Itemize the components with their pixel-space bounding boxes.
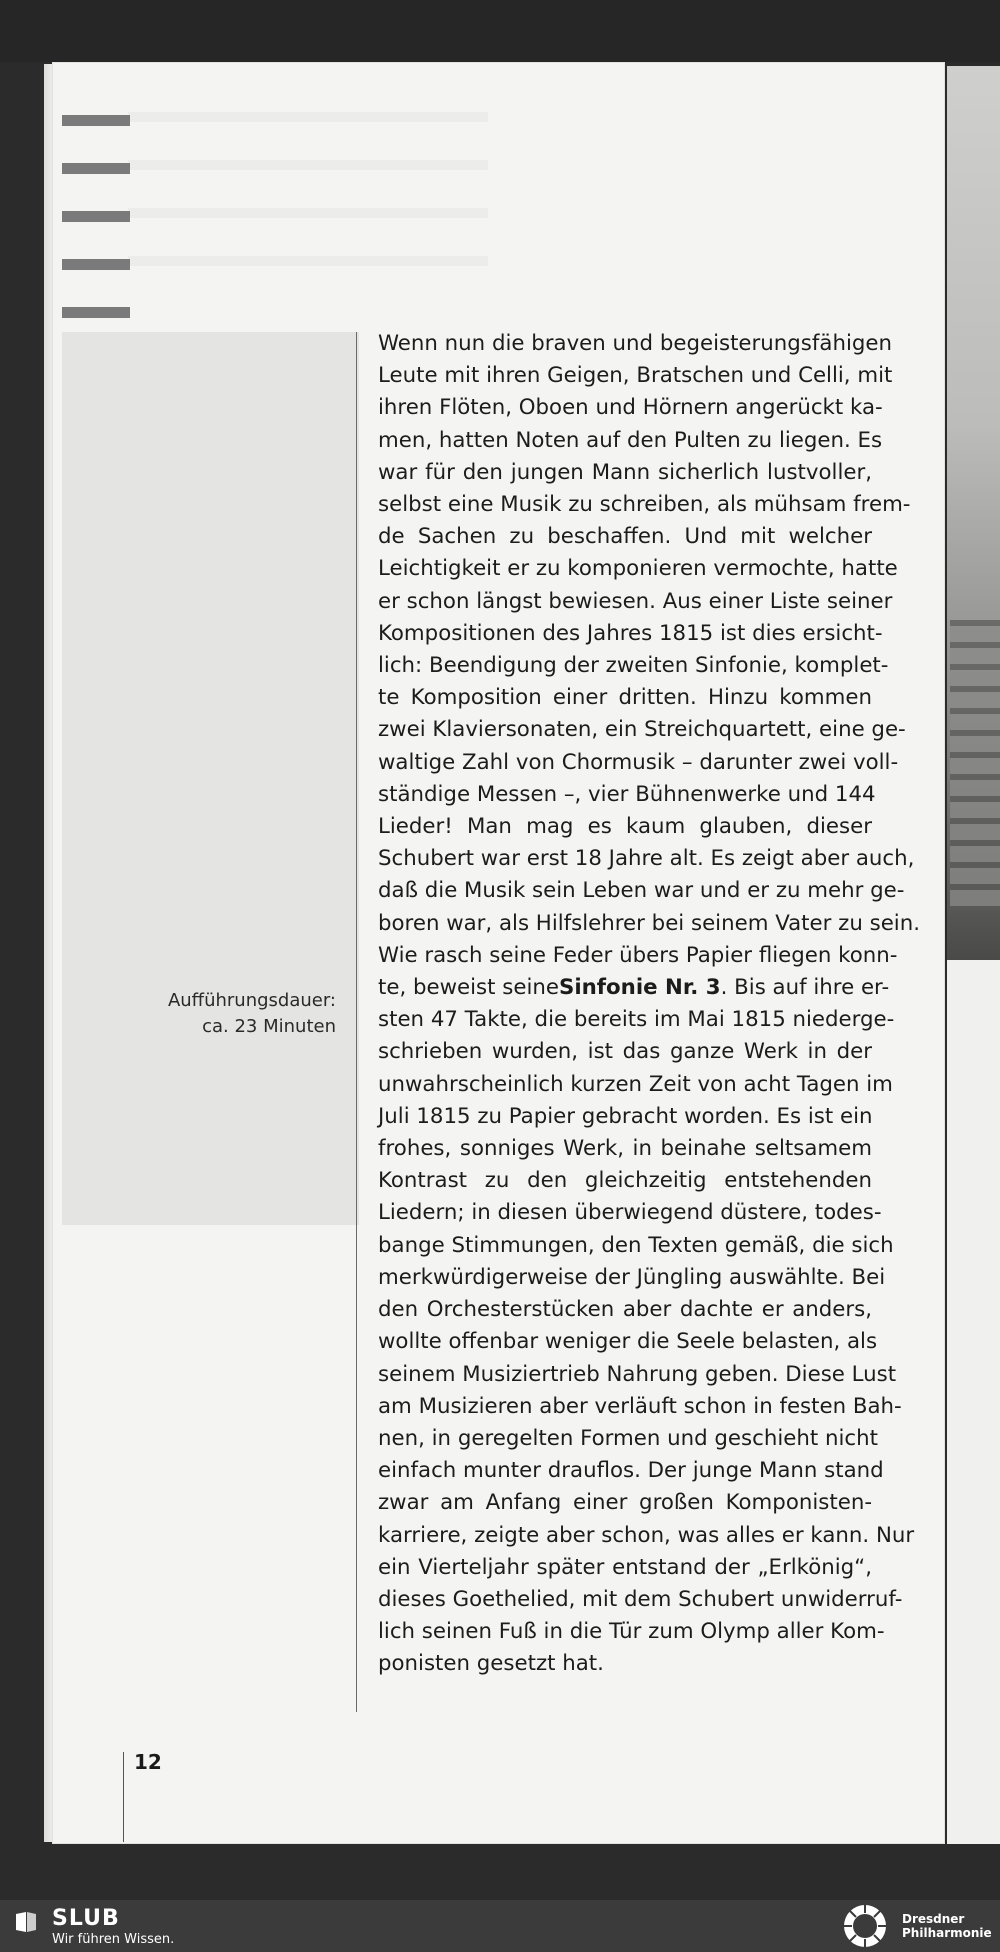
- performance-duration-note: [168, 988, 336, 1040]
- body-line: de Sachen zu beschaffen. Und mit welcher: [378, 524, 872, 550]
- body-line: lich: Beendigung der zweiten Sinfonie, komplet-: [378, 653, 889, 679]
- body-line: men, hatten Noten auf den Pulten zu liegen. Es: [378, 427, 883, 453]
- column-divider: [356, 332, 357, 1712]
- body-line: zwei Klaviersonaten, ein Streichquartett, eine ge-: [378, 717, 906, 743]
- page-number-rule: [123, 1752, 124, 1842]
- body-line: war für den jungen Mann sicherlich lustvoller,: [378, 459, 872, 485]
- duration-value: ca. 23 Minuten: [202, 1016, 336, 1037]
- duration-label: Aufführungsdauer:: [167, 990, 336, 1011]
- body-line: selbst eine Musik zu schreiben, als mühsam frem-: [378, 492, 911, 518]
- building-illustration: [950, 620, 1000, 910]
- body-line: einfach munter drauflos. Der junge Mann stand: [378, 1458, 884, 1484]
- partner-line-2: Philharmonie: [902, 1926, 992, 1940]
- body-line: Wie rasch seine Feder übers Papier fliegen konn-: [378, 942, 898, 968]
- body-line: Schubert war erst 18 Jahre alt. Es zeigt aber auch,: [378, 846, 915, 872]
- body-line: den Orchesterstücken aber dachte er anders,: [378, 1297, 872, 1323]
- philharmonie-logo-icon: [842, 1903, 888, 1949]
- body-line: seinem Musiziertrieb Nahrung geben. Diese Lust: [378, 1361, 897, 1387]
- show-through-lines: [128, 112, 488, 304]
- body-line: schrieben wurden, ist das ganze Werk in der: [378, 1039, 872, 1065]
- margin-tab: [62, 307, 130, 318]
- body-line-part: . Bis auf ihre er-: [720, 975, 890, 1001]
- body-line: ständige Messen –, vier Bühnenwerke und 144: [378, 781, 876, 807]
- body-line: zwar am Anfang einer großen Komponisten-: [378, 1490, 872, 1516]
- body-line: ihren Flöten, Oboen und Hörnern angerückt ka-: [378, 395, 883, 421]
- body-line: karriere, zeigte aber schon, was alles er kann. Nur: [378, 1522, 915, 1548]
- body-line: unwahrscheinlich kurzen Zeit von acht Tagen im: [378, 1071, 893, 1097]
- margin-tab: [62, 259, 130, 270]
- body-line: dieses Goethelied, mit dem Schubert unwiderruf-: [378, 1586, 903, 1612]
- sidebar-photo-panel: [62, 332, 359, 1225]
- margin-tab: [62, 163, 130, 174]
- body-line: lich seinen Fuß in die Tür zum Olymp aller Kom-: [378, 1619, 885, 1645]
- slub-logo-icon: [14, 1910, 38, 1934]
- article-body: [378, 328, 920, 1681]
- body-line: ponisten gesetzt hat.: [378, 1651, 604, 1677]
- margin-tabs: [62, 115, 130, 355]
- slub-name: SLUB: [52, 1906, 120, 1931]
- body-line: Leute mit ihren Geigen, Bratschen und Celli, mit: [378, 363, 893, 389]
- scan-background-top: [0, 0, 1000, 62]
- body-line: te Komposition einer dritten. Hinzu kommen: [378, 685, 872, 711]
- margin-tab: [62, 115, 130, 126]
- body-line: Lieder! Man mag es kaum glauben, dieser: [378, 814, 872, 840]
- body-line: wollte offenbar weniger die Seele belasten, als: [378, 1329, 878, 1355]
- body-line: merkwürdigerweise der Jüngling auswählte. Bei: [378, 1264, 886, 1290]
- body-line: sten 47 Takte, die bereits im Mai 1815 niederge-: [378, 1007, 895, 1033]
- body-line: frohes, sonniges Werk, in beinahe seltsamem: [378, 1136, 872, 1162]
- body-line: bange Stimmungen, den Texten gemäß, die sich: [378, 1232, 894, 1258]
- page-number: 12: [134, 1750, 162, 1774]
- body-line: Juli 1815 zu Papier gebracht worden. Es ist ein: [378, 1103, 873, 1129]
- philharmonie-name: [902, 1912, 992, 1940]
- body-line: Leichtigkeit er zu komponieren vermochte, hatte: [378, 556, 898, 582]
- symphony-title: Sinfonie Nr. 3: [558, 975, 721, 1001]
- slub-tagline: Wir führen Wissen.: [52, 1932, 175, 1947]
- body-line: boren war, als Hilfslehrer bei seinem Vater zu sein.: [378, 910, 920, 936]
- body-line: daß die Musik sein Leben war und er zu mehr ge-: [378, 878, 905, 904]
- body-line: er schon längst bewiesen. Aus einer Liste seiner: [378, 588, 893, 614]
- footer-bar: [0, 1900, 1000, 1952]
- body-line: ein Vierteljahr später entstand der „Erlkönig“,: [378, 1554, 872, 1580]
- body-line: waltige Zahl von Chormusik – darunter zwei voll-: [378, 749, 899, 775]
- body-line: am Musizieren aber verläuft schon in festen Bah-: [378, 1393, 902, 1419]
- body-line: Kompositionen des Jahres 1815 ist dies ersicht-: [378, 620, 883, 646]
- body-line: Liedern; in diesen überwiegend düstere, todes-: [378, 1200, 882, 1226]
- body-line: nen, in geregelten Formen und geschieht nicht: [378, 1425, 878, 1451]
- body-line-part: te, beweist seine: [378, 975, 559, 1001]
- body-line: Kontrast zu den gleichzeitig entstehenden: [378, 1168, 872, 1194]
- margin-tab: [62, 211, 130, 222]
- body-line: Wenn nun die braven und begeisterungsfähigen: [378, 331, 892, 356]
- body-line: [378, 972, 890, 1004]
- partner-line-1: Dresdner: [902, 1912, 965, 1926]
